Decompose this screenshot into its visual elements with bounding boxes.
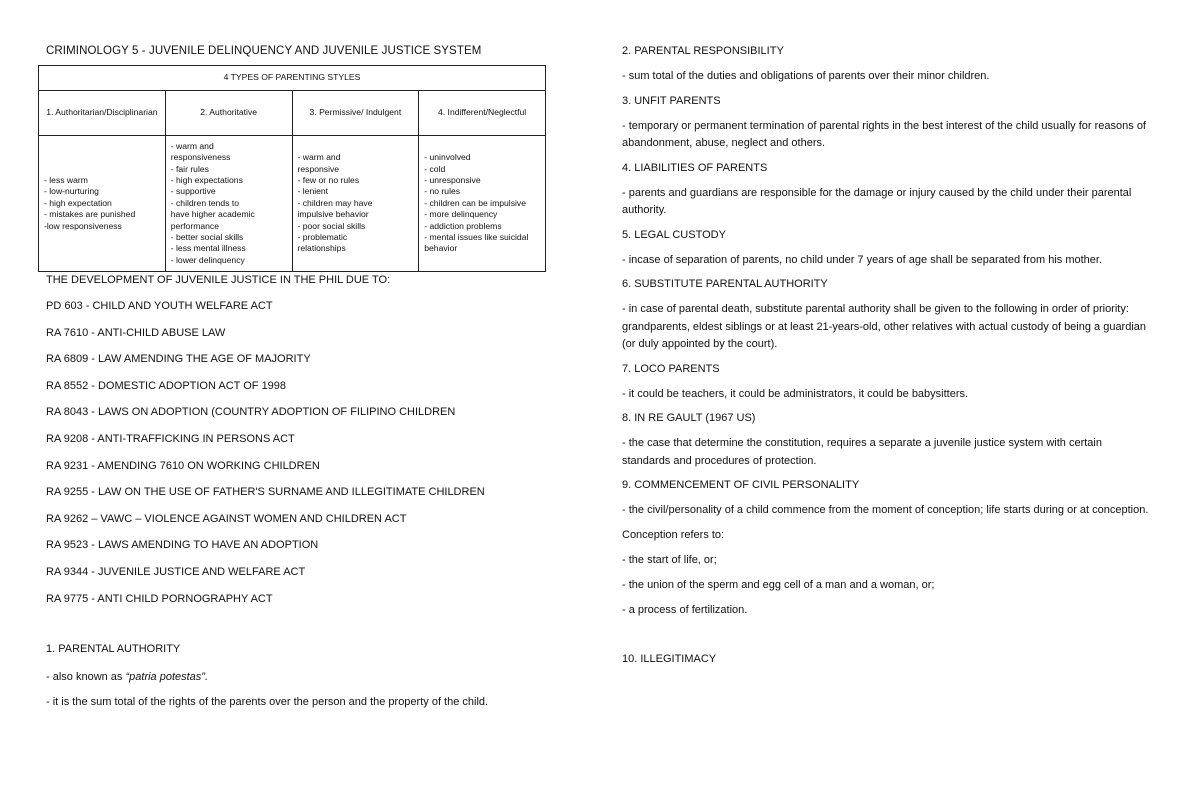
trait-line: - cold — [424, 163, 446, 174]
trait-line: - lower delinquency — [170, 254, 245, 265]
trait-line: - fair rules — [170, 163, 209, 174]
trait-line: - less warm — [44, 175, 88, 186]
trait-line: impulsive behavior — [297, 209, 369, 220]
column-header-permissive: 3. Permissive/ Indulgent — [292, 91, 419, 136]
law-item: RA 9231 - AMENDING 7610 ON WORKING CHILDREN — [46, 459, 320, 472]
conception-item: - the start of life, or; — [622, 553, 717, 566]
trait-line: - addiction problems — [424, 220, 502, 231]
right-column — [622, 45, 1150, 676]
trait-line: - problematic — [297, 231, 348, 242]
aka-prefix: - also known as — [46, 671, 126, 684]
table-caption: 4 TYPES OF PARENTING STYLES — [39, 66, 546, 91]
trait-line: responsive — [297, 163, 340, 174]
section-heading: 8. IN RE GAULT (1967 US) — [622, 412, 756, 424]
section-text: - temporary or permanent termination of parental rights in the best interest of the child usually for reasons of abandonment, abuse, neglect and others. — [622, 119, 1146, 149]
conception-heading: Conception refers to: — [622, 528, 725, 541]
conception-item: - a process of fertilization. — [622, 603, 748, 616]
section-text: - the case that determine the constitution, requires a separate a juvenile justice system with certain standards and procedures of protection. — [622, 437, 1102, 467]
parental-authority-definition: - it is the sum total of the rights of the parents over the person and the property of the child. — [46, 696, 489, 709]
trait-line: - children tends to — [170, 197, 240, 208]
development-heading: THE DEVELOPMENT OF JUVENILE JUSTICE IN THE PHIL DUE TO: — [46, 274, 391, 286]
trait-line: - mistakes are punished — [44, 209, 136, 220]
aka-term: “patria potestas”. — [125, 671, 209, 684]
trait-line: - children may have — [297, 197, 373, 208]
conception-item: - the union of the sperm and egg cell of a man and a woman, or; — [622, 578, 935, 591]
section-text: - incase of separation of parents, no child under 7 years of age shall be separated from his mother. — [622, 253, 1102, 266]
trait-line: performance — [170, 220, 219, 231]
trait-line: - better social skills — [170, 231, 244, 242]
cell-authoritarian-traits — [39, 136, 166, 272]
section-heading: 6. SUBSTITUTE PARENTAL AUTHORITY — [622, 278, 828, 290]
trait-line: - few or no rules — [297, 175, 360, 186]
section-heading: 10. ILLEGITIMACY — [622, 652, 717, 665]
document-title: CRIMINOLOGY 5 - JUVENILE DELINQUENCY AND JUVENILE JUSTICE SYSTEM — [46, 45, 482, 57]
trait-line: - warm and — [297, 152, 341, 163]
trait-line: - more delinquency — [424, 209, 498, 220]
law-item: RA 8043 - LAWS ON ADOPTION (COUNTRY ADOPTION OF FILIPINO CHILDREN — [46, 406, 456, 419]
trait-line: have higher academic — [170, 209, 255, 220]
cell-permissive-traits — [292, 136, 419, 272]
section-text: - it could be teachers, it could be administrators, it could be babysitters. — [622, 387, 969, 400]
trait-line: behavior — [424, 243, 458, 254]
section-heading: 9. COMMENCEMENT OF CIVIL PERSONALITY — [622, 479, 860, 491]
law-item: RA 9255 - LAW ON THE USE OF FATHER'S SURNAME AND ILLEGITIMATE CHILDREN — [46, 486, 485, 499]
law-item: RA 9775 - ANTI CHILD PORNOGRAPHY ACT — [46, 592, 273, 605]
trait-line: - less mental illness — [170, 243, 246, 254]
section-heading: 4. LIABILITIES OF PARENTS — [622, 161, 768, 174]
trait-line: -low responsiveness — [44, 220, 122, 231]
parental-authority-aka — [46, 669, 550, 686]
law-item: RA 9262 – VAWC – VIOLENCE AGAINST WOMEN AND CHILDREN ACT — [46, 512, 407, 525]
left-column — [38, 45, 550, 719]
trait-line: - uninvolved — [424, 152, 471, 163]
trait-line: - no rules — [424, 186, 461, 197]
law-item: RA 9208 - ANTI-TRAFFICKING IN PERSONS ACT — [46, 432, 295, 445]
column-header-authoritarian: 1. Authoritarian/Disciplinarian — [39, 91, 166, 136]
trait-line: - high expectation — [44, 197, 112, 208]
cell-authoritative-traits — [165, 136, 292, 272]
law-item: RA 9523 - LAWS AMENDING TO HAVE AN ADOPTION — [46, 539, 319, 552]
cell-indifferent-traits — [419, 136, 546, 272]
section-heading: 3. UNFIT PARENTS — [622, 94, 721, 107]
section-heading: 5. LEGAL CUSTODY — [622, 228, 726, 241]
trait-line: - high expectations — [170, 175, 243, 186]
trait-line: - low-nurturing — [44, 186, 99, 197]
column-header-authoritative: 2. Authoritative — [165, 91, 292, 136]
trait-line: - supportive — [170, 186, 216, 197]
trait-line: - warm and — [170, 141, 214, 152]
parental-authority-heading: 1. PARENTAL AUTHORITY — [46, 643, 181, 656]
law-item: RA 6809 - LAW AMENDING THE AGE OF MAJORITY — [46, 353, 311, 366]
law-list — [38, 300, 550, 605]
parenting-styles-table — [38, 65, 546, 272]
trait-line: - mental issues like suicidal — [424, 231, 529, 242]
trait-line: - poor social skills — [297, 220, 366, 231]
section-heading: 7. LOCO PARENTS — [622, 362, 720, 375]
law-item: RA 7610 - ANTI-CHILD ABUSE LAW — [46, 326, 226, 339]
column-header-indifferent: 4. Indifferent/Neglectful — [419, 91, 546, 136]
section-text: - the civil/personality of a child commence from the moment of conception; life starts during or at conception. — [622, 504, 1149, 516]
section-text: - in case of parental death, substitute parental authority shall be given to the following in order of priority: grandparents, eldest siblings or at least 21-years-old, other relatives with actual custody of being a guardian (or duly appointed by the court). — [622, 303, 1147, 350]
section-text: - sum total of the duties and obligations of parents over their minor children. — [622, 70, 990, 82]
trait-line: - unresponsive — [424, 175, 481, 186]
trait-line: relationships — [297, 243, 346, 254]
section-heading: 2. PARENTAL RESPONSIBILITY — [622, 45, 784, 57]
law-item: PD 603 - CHILD AND YOUTH WELFARE ACT — [46, 300, 273, 312]
section-text: - parents and guardians are responsible for the damage or injury caused by the child under their parental authority. — [622, 186, 1132, 216]
trait-line: - lenient — [297, 186, 329, 197]
trait-line: responsiveness — [170, 152, 231, 163]
trait-line: - children can be impulsive — [424, 197, 526, 208]
law-item: RA 9344 - JUVENILE JUSTICE AND WELFARE ACT — [46, 565, 306, 578]
law-item: RA 8552 - DOMESTIC ADOPTION ACT OF 1998 — [46, 379, 287, 392]
